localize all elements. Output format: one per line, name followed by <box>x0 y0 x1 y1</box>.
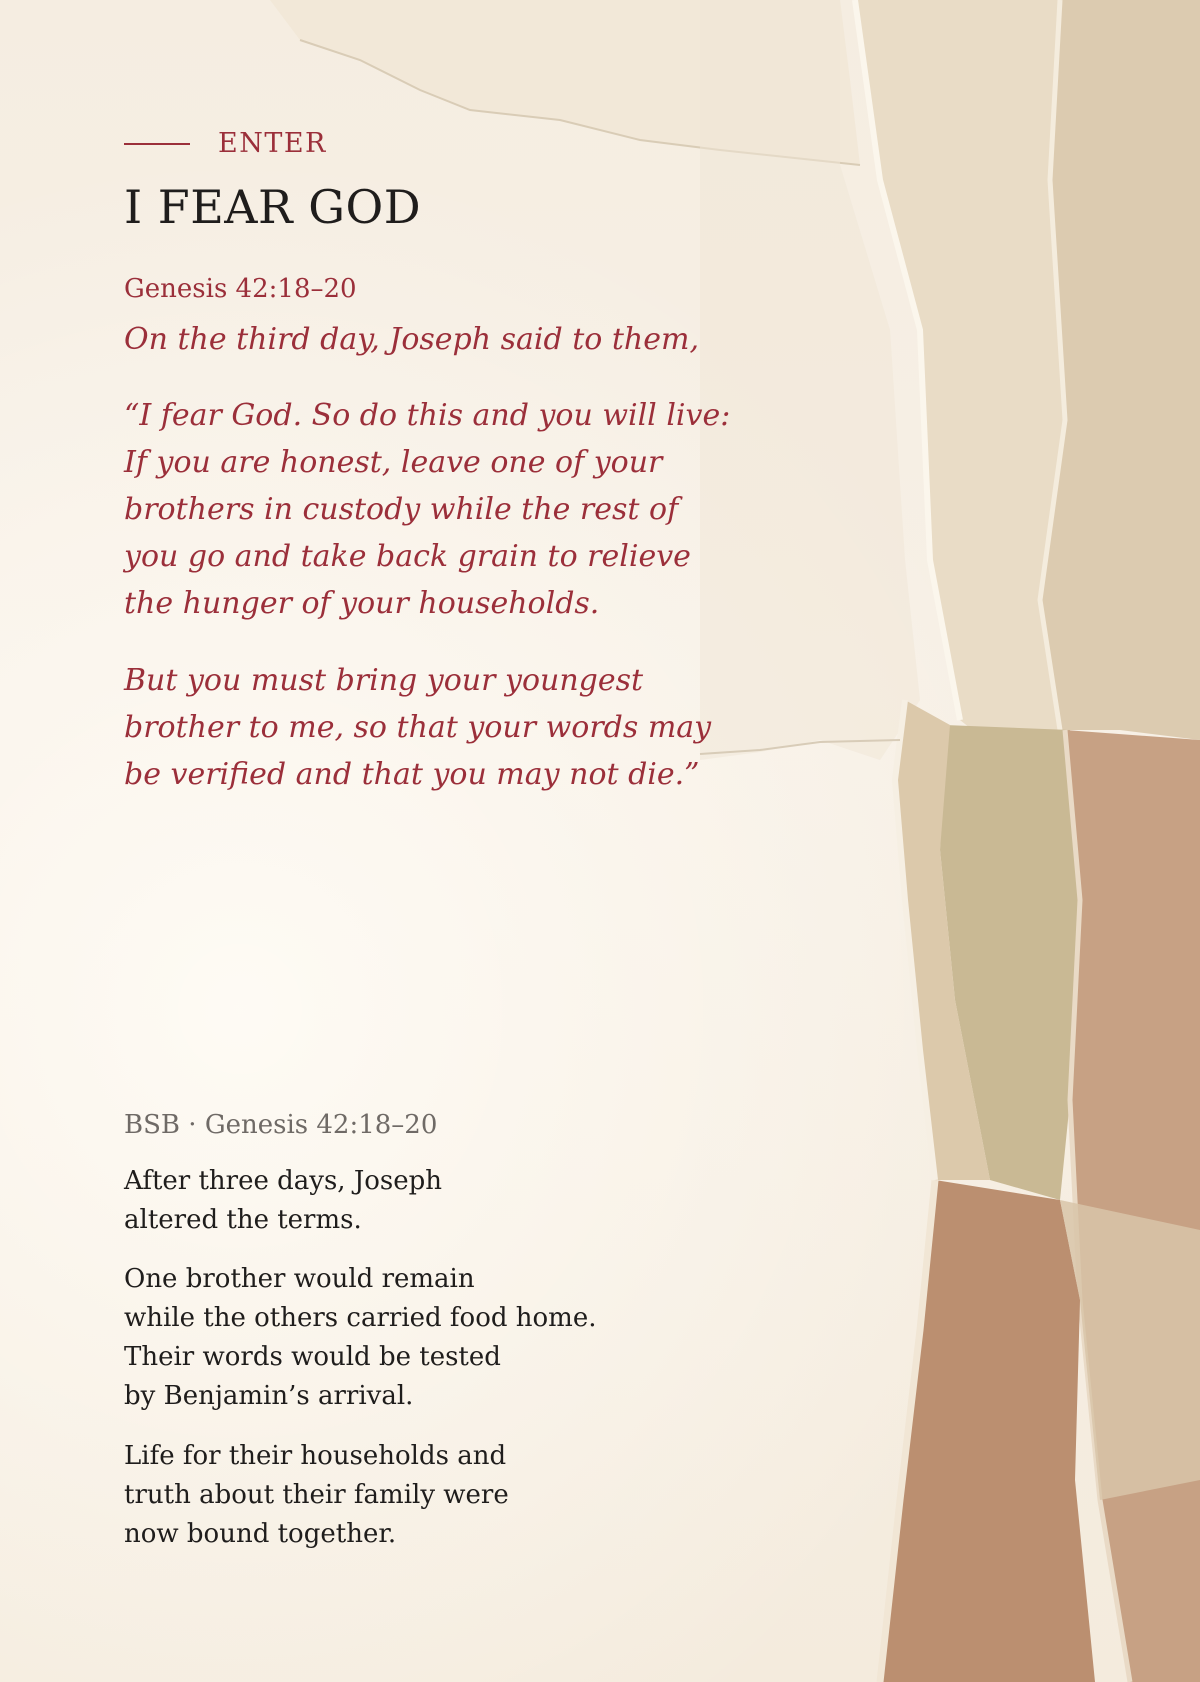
eyebrow-label: ENTER <box>218 128 327 159</box>
passage-intro: On the third day, Joseph said to them, <box>124 322 699 357</box>
passage-line: you go and take back grain to relieve <box>124 539 691 574</box>
summary-paragraph-3 <box>124 1437 509 1554</box>
passage-line: If you are honest, leave one of your <box>124 445 663 480</box>
summary-paragraph-2 <box>124 1260 596 1416</box>
passage-line: the hunger of your households. <box>124 586 600 621</box>
passage-reference: Genesis 42:18–20 <box>124 274 357 304</box>
passage-line: be verified and that you may not die.” <box>124 757 700 792</box>
passage-line: brothers in custody while the rest of <box>124 492 679 527</box>
passage-line: brother to me, so that your words may <box>124 710 712 745</box>
passage-line: “I fear God. So do this and you will live: <box>124 398 731 433</box>
summary-line: One brother would remain <box>124 1264 475 1294</box>
summary-line: altered the terms. <box>124 1205 362 1235</box>
summary-line: After three days, Joseph <box>124 1166 443 1196</box>
summary-line: while the others carried food home. <box>124 1303 597 1333</box>
section-eyebrow <box>124 128 327 159</box>
page-title: I FEAR GOD <box>124 180 422 234</box>
passage-paragraph-1 <box>124 392 730 627</box>
summary-line: Their words would be tested <box>124 1342 501 1372</box>
summary-line: now bound together. <box>124 1519 397 1549</box>
summary-reference: BSB · Genesis 42:18–20 <box>124 1110 438 1140</box>
summary-line: truth about their family were <box>124 1480 509 1510</box>
summary-line: Life for their households and <box>124 1441 507 1471</box>
summary-paragraph-1 <box>124 1162 442 1240</box>
summary-line: by Benjamin’s arrival. <box>124 1381 414 1411</box>
passage-paragraph-2 <box>124 657 711 798</box>
lower-brown-strip <box>880 1180 1095 1682</box>
lower-light-patch <box>1060 1200 1200 1500</box>
passage-line: But you must bring your youngest <box>124 663 644 698</box>
eyebrow-rule <box>124 143 190 145</box>
